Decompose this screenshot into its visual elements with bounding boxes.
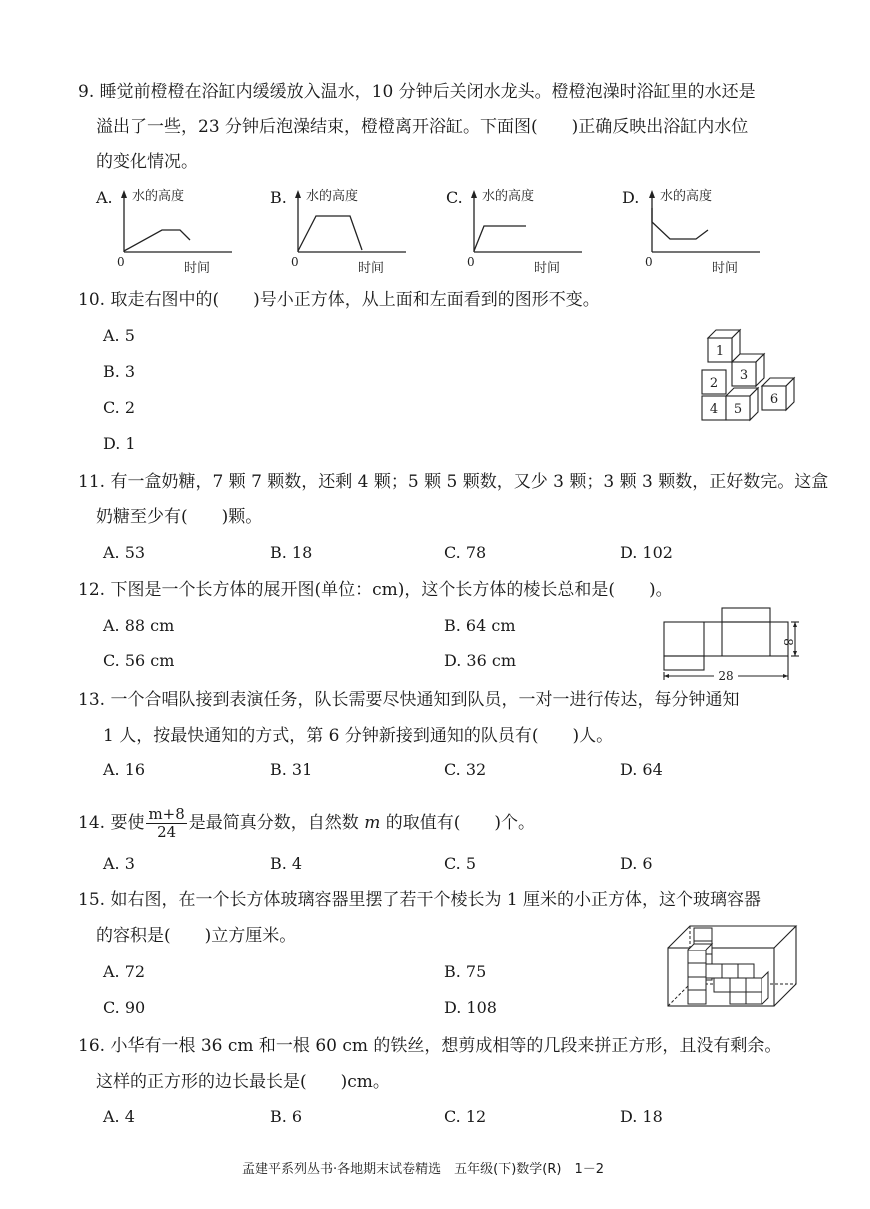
q10-option-c[interactable]: C. 2 bbox=[103, 398, 136, 417]
q10-cube-label-6: 6 bbox=[769, 392, 779, 407]
q11-option-d[interactable]: D. 102 bbox=[620, 543, 673, 562]
q12-dimension-height: 8 bbox=[781, 638, 795, 646]
q10-option-a[interactable]: A. 5 bbox=[103, 326, 135, 345]
q13-line2: 1 人，按最快通知的方式，第 6 分钟新接到通知的队员有( )人。 bbox=[103, 726, 614, 746]
q11-option-a[interactable]: A. 53 bbox=[103, 543, 146, 562]
q14-suffix: 的取值有( )个。 bbox=[380, 813, 535, 833]
q9-graph-a[interactable] bbox=[112, 186, 242, 278]
q9-option-b-letter[interactable]: B. bbox=[270, 188, 287, 207]
q9-line1: 9. 睡觉前橙橙在浴缸内缓缓放入温水，10 分钟后关闭水龙头。橙橙泡澡时浴缸里的水还是 bbox=[78, 82, 756, 102]
q13-option-a[interactable]: A. 16 bbox=[103, 760, 146, 779]
q14-prefix: 14. 要使 bbox=[78, 813, 145, 833]
q9-graph-c-xlabel: 时间 bbox=[534, 261, 561, 276]
q10-cube-label-3: 3 bbox=[739, 368, 749, 383]
q14-option-b[interactable]: B. 4 bbox=[270, 854, 303, 873]
q12-line1: 12. 下图是一个长方体的展开图(单位：cm)，这个长方体的棱长总和是( )。 bbox=[78, 580, 673, 600]
q12-option-c[interactable]: C. 56 cm bbox=[103, 651, 175, 670]
q9-graph-d-xlabel: 时间 bbox=[712, 261, 739, 276]
q14-fraction-denominator: 24 bbox=[157, 823, 177, 841]
q16-option-d[interactable]: D. 18 bbox=[620, 1107, 663, 1126]
q12-cuboid-net-figure bbox=[660, 606, 800, 682]
q14-mid: 是最简真分数，自然数 bbox=[188, 813, 365, 833]
q11-option-b[interactable]: B. 18 bbox=[270, 543, 313, 562]
q15-line1: 15. 如右图，在一个长方体玻璃容器里摆了若干个棱长为 1 厘米的小正方体，这个玻璃容器 bbox=[78, 890, 762, 910]
q10-cube-label-2: 2 bbox=[709, 376, 719, 391]
q9-graph-d-origin: 0 bbox=[645, 255, 653, 269]
page-footer: 孟建平系列丛书·各地期末试卷精选 五年级(下)数学(R) 1－2 bbox=[242, 1162, 604, 1177]
q12-option-a[interactable]: A. 88 cm bbox=[103, 616, 175, 635]
q10-option-d[interactable]: D. 1 bbox=[103, 434, 136, 453]
q14-option-c[interactable]: C. 5 bbox=[444, 854, 477, 873]
q16-line1: 16. 小华有一根 36 cm 和一根 60 cm 的铁丝，想剪成相等的几段来拼正方形，且没有剩余。 bbox=[78, 1036, 782, 1056]
q16-option-a[interactable]: A. 4 bbox=[103, 1107, 135, 1126]
q14-option-d[interactable]: D. 6 bbox=[620, 854, 653, 873]
q14-option-a[interactable]: A. 3 bbox=[103, 854, 135, 873]
q9-graph-a-xlabel: 时间 bbox=[184, 261, 211, 276]
q9-graph-a-origin: 0 bbox=[117, 255, 125, 269]
q16-option-c[interactable]: C. 12 bbox=[444, 1107, 487, 1126]
q11-line2: 奶糖至少有( )颗。 bbox=[96, 507, 263, 527]
q15-glass-container-figure bbox=[664, 922, 802, 1010]
q9-graph-b-ylabel: 水的高度 bbox=[306, 189, 359, 204]
q13-option-b[interactable]: B. 31 bbox=[270, 760, 313, 779]
q9-graph-c[interactable] bbox=[462, 186, 592, 278]
q9-option-a-letter[interactable]: A. bbox=[96, 188, 113, 207]
q9-line2: 溢出了一些，23 分钟后泡澡结束，橙橙离开浴缸。下面图( )正确反映出浴缸内水位 bbox=[96, 117, 749, 137]
q10-option-b[interactable]: B. 3 bbox=[103, 362, 136, 381]
q13-option-d[interactable]: D. 64 bbox=[620, 760, 663, 779]
q13-line1: 13. 一个合唱队接到表演任务，队长需要尽快通知到队员，一对一进行传达，每分钟通知 bbox=[78, 690, 740, 710]
q16-line2: 这样的正方形的边长最长是( )cm。 bbox=[96, 1072, 390, 1092]
q13-option-c[interactable]: C. 32 bbox=[444, 760, 487, 779]
q9-graph-c-origin: 0 bbox=[467, 255, 475, 269]
q11-option-c[interactable]: C. 78 bbox=[444, 543, 487, 562]
q12-option-b[interactable]: B. 64 cm bbox=[444, 616, 516, 635]
q10-line1: 10. 取走右图中的( )号小正方体，从上面和左面看到的图形不变。 bbox=[78, 290, 600, 310]
q9-graph-b[interactable] bbox=[286, 186, 416, 278]
q9-graph-d-ylabel: 水的高度 bbox=[660, 189, 713, 204]
q14-variable: m bbox=[364, 813, 381, 833]
q9-graph-d[interactable] bbox=[640, 186, 770, 278]
q14-fraction bbox=[146, 806, 186, 841]
q12-option-d[interactable]: D. 36 cm bbox=[444, 651, 517, 670]
q12-dimension-width: 28 bbox=[718, 669, 734, 682]
q9-graph-b-xlabel: 时间 bbox=[358, 261, 385, 276]
q10-cube-label-1: 1 bbox=[715, 344, 725, 359]
q16-option-b[interactable]: B. 6 bbox=[270, 1107, 303, 1126]
q14-fraction-numerator: m+8 bbox=[148, 805, 185, 823]
q9-line3: 的变化情况。 bbox=[96, 152, 198, 172]
q10-cube-label-5: 5 bbox=[733, 402, 743, 417]
q9-option-c-letter[interactable]: C. bbox=[446, 188, 463, 207]
q15-option-b[interactable]: B. 75 bbox=[444, 962, 487, 981]
q15-option-c[interactable]: C. 90 bbox=[103, 998, 146, 1017]
q14-line1 bbox=[78, 806, 535, 841]
q9-option-d-letter[interactable]: D. bbox=[622, 188, 640, 207]
q9-graph-b-origin: 0 bbox=[291, 255, 299, 269]
q10-cube-stack-figure bbox=[700, 328, 804, 424]
q10-cube-label-4: 4 bbox=[709, 402, 719, 417]
q9-graph-a-ylabel: 水的高度 bbox=[132, 189, 185, 204]
q9-graph-c-ylabel: 水的高度 bbox=[482, 189, 535, 204]
q15-line2: 的容积是( )立方厘米。 bbox=[96, 926, 297, 946]
q15-option-a[interactable]: A. 72 bbox=[103, 962, 146, 981]
q15-option-d[interactable]: D. 108 bbox=[444, 998, 497, 1017]
q11-line1: 11. 有一盒奶糖，7 颗 7 颗数，还剩 4 颗；5 颗 5 颗数，又少 3 颗；3 颗 3 颗数，正好数完。这盒 bbox=[78, 472, 829, 492]
